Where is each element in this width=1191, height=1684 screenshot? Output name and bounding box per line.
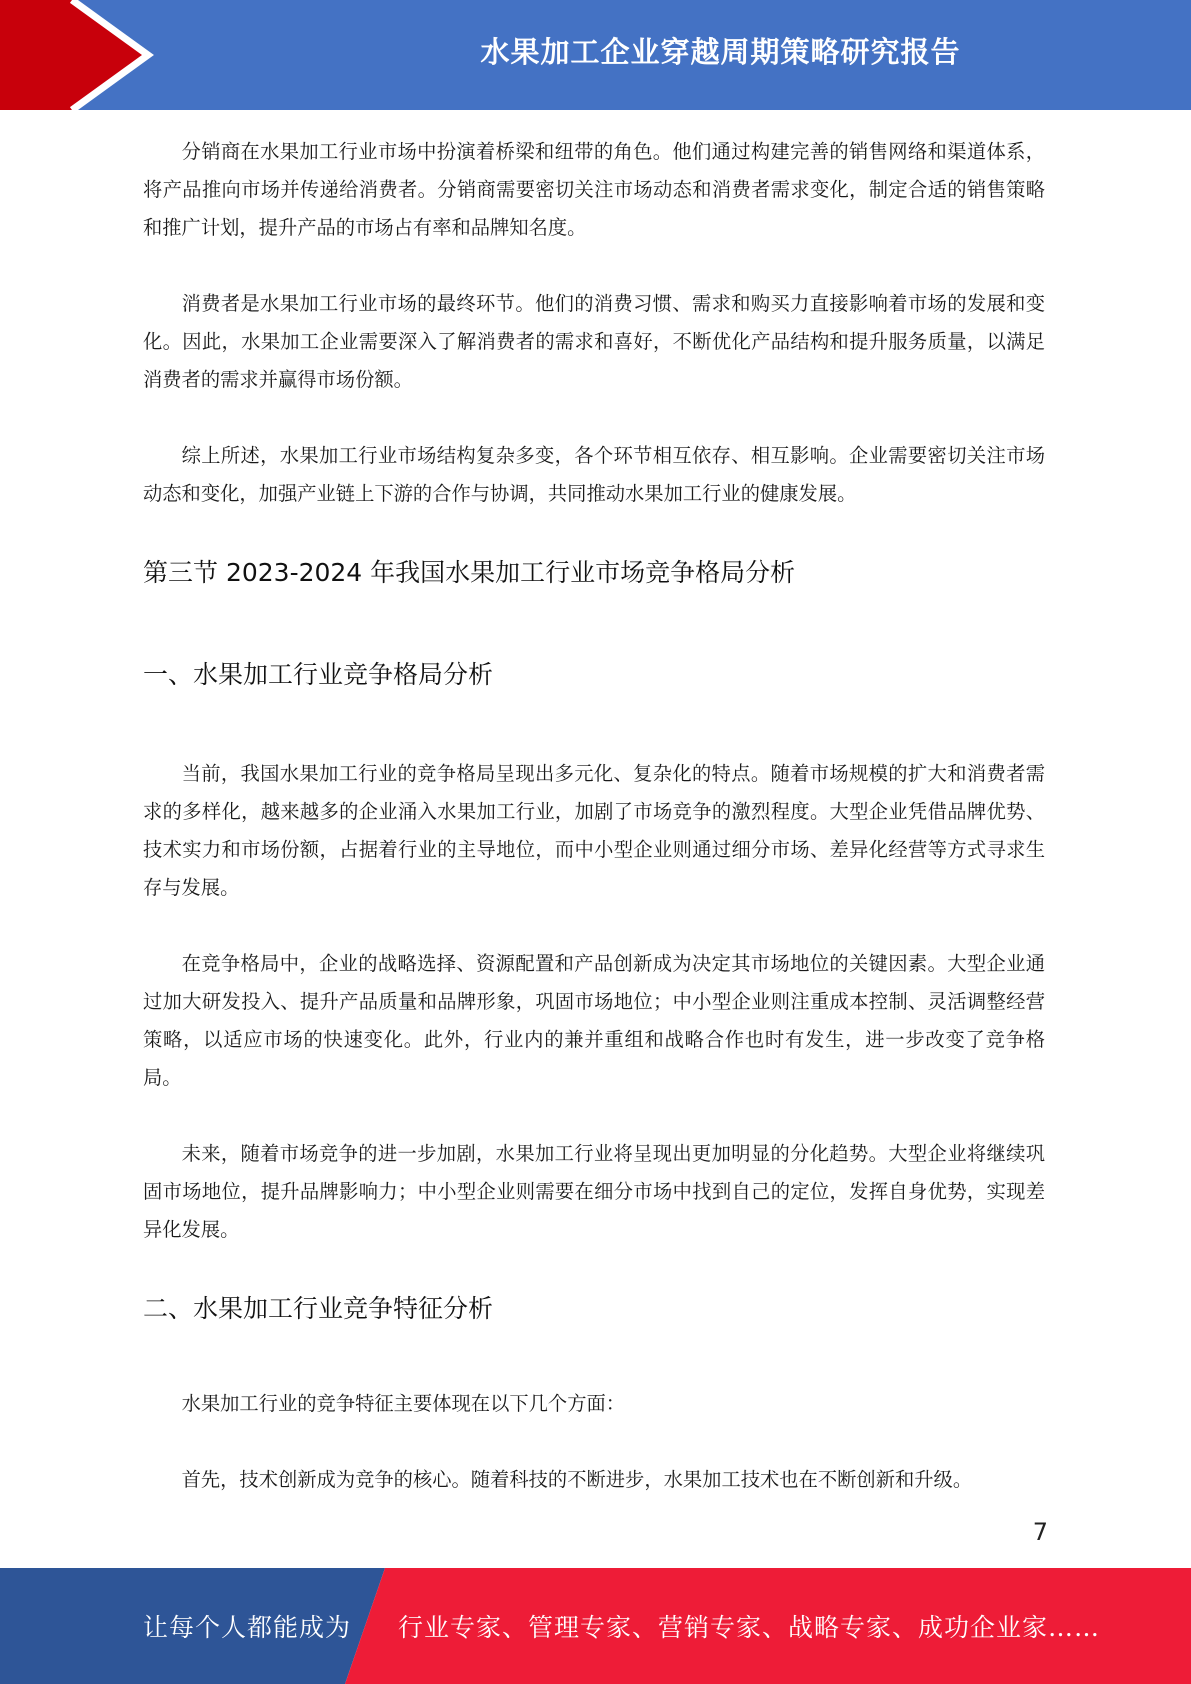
subsection-title-competition-features: 二、水果加工行业竞争特征分析 xyxy=(143,1294,494,1323)
section-title: 第三节 2023-2024 年我国水果加工行业市场竞争格局分析 xyxy=(143,558,796,587)
paragraph-consumers: 消费者是水果加工行业市场的最终环节。他们的消费习惯、需求和购买力直接影响着市场的发展和变化。因此，水果加工企业需要深入了解消费者的需求和喜好，不断优化产品结构和提升服务质量，以满足消费者的需求并赢得市场份额。 xyxy=(143,292,1045,391)
paragraph-tech-innovation: 首先，技术创新成为竞争的核心。随着科技的不断进步，水果加工技术也在不断创新和升级。 xyxy=(181,1468,973,1491)
header-arrow-decoration xyxy=(0,0,160,110)
paragraph-summary: 综上所述，水果加工行业市场结构复杂多变，各个环节相互依存、相互影响。企业需要密切关注市场动态和变化，加强产业链上下游的合作与协调，共同推动水果加工行业的健康发展。 xyxy=(143,444,1045,505)
report-title: 水果加工企业穿越周期策略研究报告 xyxy=(480,34,961,69)
subsection-title-competition-landscape: 一、水果加工行业竞争格局分析 xyxy=(143,660,494,689)
footer-slogan-left: 让每个人都能成为 xyxy=(143,1613,352,1642)
paragraph-current-landscape: 当前，我国水果加工行业的竞争格局呈现出多元化、复杂化的特点。随着市场规模的扩大和消费者需求的多样化，越来越多的企业涌入水果加工行业，加剧了市场竞争的激烈程度。大型企业凭借品牌优势、技术实力和市场份额，占据着行业的主导地位，而中小型企业则通过细分市场、差异化经营等方式寻求生存与发展。 xyxy=(143,762,1045,899)
paragraph-strategy-factors: 在竞争格局中，企业的战略选择、资源配置和产品创新成为决定其市场地位的关键因素。大型企业通过加大研发投入、提升产品质量和品牌形象，巩固市场地位；中小型企业则注重成本控制、灵活调整经营策略，以适应市场的快速变化。此外，行业内的兼并重组和战略合作也时有发生，进一步改变了竞争格局。 xyxy=(143,952,1045,1089)
header-arrow-red xyxy=(0,0,148,110)
header-band xyxy=(0,0,1191,110)
paragraph-features-intro: 水果加工行业的竞争特征主要体现在以下几个方面： xyxy=(181,1392,626,1415)
page-number: 7 xyxy=(1032,1518,1048,1546)
footer-slogan-right: 行业专家、管理专家、营销专家、战略专家、成功企业家…… xyxy=(398,1613,1101,1642)
footer-band xyxy=(0,1568,1191,1684)
paragraph-distributors: 分销商在水果加工行业市场中扮演着桥梁和纽带的角色。他们通过构建完善的销售网络和渠道体系，将产品推向市场并传递给消费者。分销商需要密切关注市场动态和消费者需求变化，制定合适的销售策略和推广计划，提升产品的市场占有率和品牌知名度。 xyxy=(143,140,1045,239)
page-body xyxy=(143,133,1045,1499)
paragraph-future-trend: 未来，随着市场竞争的进一步加剧，水果加工行业将呈现出更加明显的分化趋势。大型企业将继续巩固市场地位，提升品牌影响力；中小型企业则需要在细分市场中找到自己的定位，发挥自身优势，实现差异化发展。 xyxy=(143,1142,1045,1241)
